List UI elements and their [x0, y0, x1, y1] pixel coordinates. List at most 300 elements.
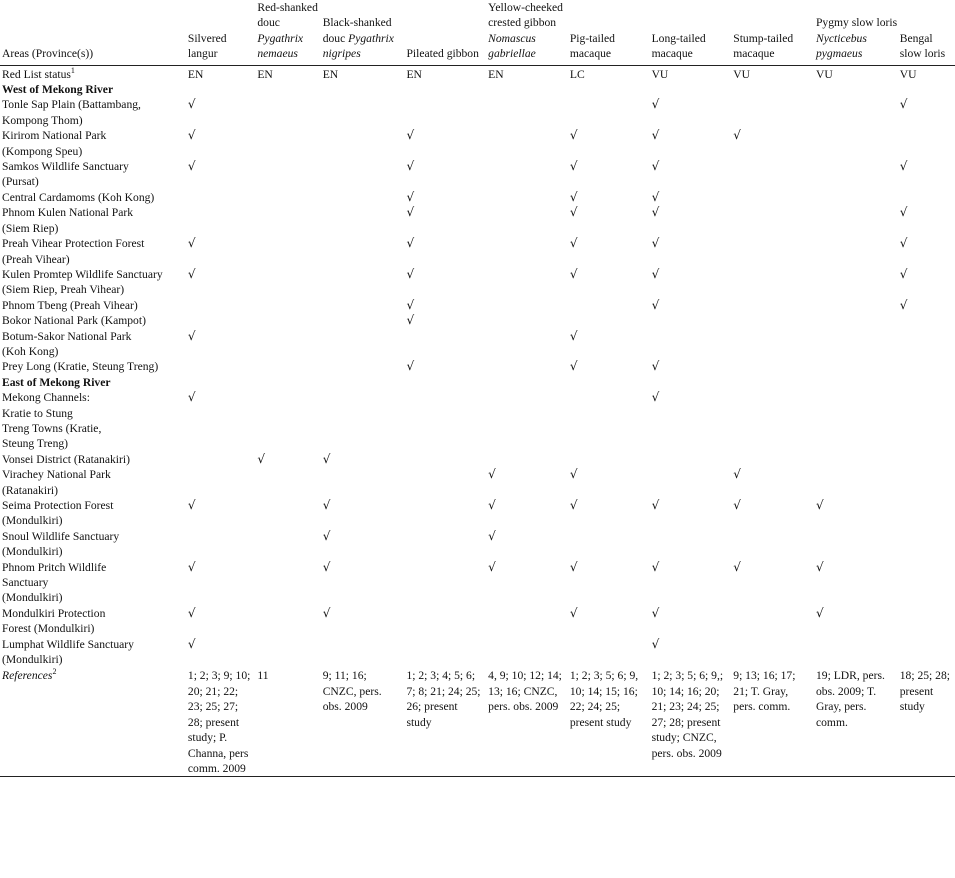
presence-cell: [898, 606, 955, 637]
checkmark-icon: √: [651, 390, 660, 405]
checkmark-icon: √: [651, 205, 660, 220]
table-row: [0, 329, 955, 360]
presence-cell: [814, 267, 898, 298]
area-name: Botum-Sakor National Park (Koh Kong): [2, 329, 132, 358]
presence-cell: [898, 560, 955, 606]
presence-cell: [404, 267, 486, 298]
header-species-0: Silvered langur: [187, 31, 227, 61]
presence-cell: [486, 560, 568, 606]
presence-cell: [814, 97, 898, 128]
red-list-row: [0, 65, 955, 82]
presence-cell: [486, 529, 568, 560]
presence-cell: [321, 267, 405, 298]
area-name: Preah Vihear Protection Forest (Preah Vihear): [2, 237, 145, 266]
presence-cell: [321, 452, 405, 467]
checkmark-icon: √: [187, 328, 196, 343]
presence-cell: [731, 452, 814, 467]
presence-cell: [650, 97, 732, 128]
header-species-7: Stump-tailed macaque: [733, 31, 794, 61]
presence-cell: [731, 637, 814, 668]
presence-cell: [255, 190, 320, 205]
checkmark-icon: √: [488, 498, 496, 512]
presence-cell: [321, 329, 405, 360]
presence-cell: [404, 390, 486, 452]
species-sci-name: Nycticebus pygmaeus: [815, 31, 867, 61]
presence-cell: [321, 298, 405, 313]
presence-cell: [898, 390, 955, 452]
presence-cell: [186, 159, 255, 190]
checkmark-icon: √: [651, 189, 660, 204]
table-row: [0, 313, 955, 328]
presence-cell: [486, 452, 568, 467]
area-name: Mekong Channels: Kratie to Stung Treng Towns (Kratie, Steung Treng): [2, 391, 102, 451]
checkmark-icon: √: [733, 498, 741, 512]
red-list-value: VU: [815, 67, 833, 81]
checkmark-icon: √: [569, 359, 578, 374]
presence-cell: [650, 359, 732, 374]
area-name: Virachey National Park (Ratanakiri): [2, 468, 111, 497]
header-species-4: Yellow-cheeked crested gibbon Nomascus gabriellae: [488, 1, 563, 61]
presence-cell: [255, 329, 320, 360]
red-list-value: LC: [569, 67, 585, 81]
presence-cell: [650, 298, 732, 313]
header-species-6: Long-tailed macaque: [651, 31, 706, 61]
checkmark-icon: √: [733, 467, 741, 482]
presence-cell: [186, 298, 255, 313]
presence-cell: [186, 467, 255, 498]
presence-cell: [255, 128, 320, 159]
table-row: [0, 298, 955, 313]
presence-cell: [731, 467, 814, 498]
presence-cell: [731, 267, 814, 298]
presence-cell: [568, 560, 650, 606]
table-row: [0, 128, 955, 159]
presence-cell: [255, 97, 320, 128]
header-species-2: Black-shanked douc Pygathrix nigripes: [322, 16, 394, 61]
red-list-value: EN: [187, 67, 204, 81]
checkmark-icon: √: [569, 467, 578, 482]
presence-cell: [898, 313, 955, 328]
presence-cell: [186, 128, 255, 159]
checkmark-icon: √: [187, 559, 196, 574]
red-list-value: EN: [488, 67, 504, 81]
presence-cell: [404, 637, 486, 668]
presence-cell: [731, 606, 814, 637]
header-species-5: Pig-tailed macaque: [569, 31, 615, 61]
checkmark-icon: √: [733, 128, 741, 143]
presence-cell: [321, 128, 405, 159]
presence-cell: [731, 205, 814, 236]
presence-cell: [321, 560, 405, 606]
presence-cell: [731, 390, 814, 452]
reference-cell: 1; 2; 3; 4; 5; 6; 7; 8; 21; 24; 25; 26; present study: [406, 669, 481, 729]
presence-cell: [898, 329, 955, 360]
red-list-value: VU: [733, 67, 751, 81]
presence-cell: [404, 236, 486, 267]
presence-cell: [898, 190, 955, 205]
checkmark-icon: √: [569, 605, 578, 620]
table-row: [0, 467, 955, 498]
checkmark-icon: √: [322, 559, 331, 574]
checkmark-icon: √: [899, 266, 908, 281]
red-list-value: EN: [406, 67, 422, 81]
checkmark-icon: √: [733, 559, 741, 574]
table-row: [0, 637, 955, 668]
area-name: Mondulkiri Protection Forest (Mondulkiri): [2, 606, 106, 636]
area-name: Kirirom National Park (Kompong Speu): [2, 129, 107, 158]
section-title: East of Mekong River: [2, 375, 111, 389]
checkmark-icon: √: [569, 498, 578, 512]
presence-cell: [255, 606, 320, 637]
presence-cell: [404, 128, 486, 159]
red-list-value: EN: [322, 67, 339, 81]
table-row: [0, 359, 955, 374]
presence-cell: [404, 205, 486, 236]
table-row: [0, 159, 955, 190]
checkmark-icon: √: [651, 359, 660, 374]
presence-cell: [814, 529, 898, 560]
area-name: Phnom Pritch Wildlife Sanctuary (Mondulkiri): [2, 560, 107, 605]
presence-cell: [568, 467, 650, 498]
table-row: [0, 606, 955, 637]
presence-cell: [814, 390, 898, 452]
presence-cell: [650, 529, 732, 560]
checkmark-icon: √: [406, 189, 415, 204]
presence-cell: [404, 560, 486, 606]
presence-cell: [404, 298, 486, 313]
area-name: Lumphat Wildlife Sanctuary (Mondulkiri): [2, 637, 134, 667]
checkmark-icon: √: [406, 159, 415, 174]
presence-cell: [731, 159, 814, 190]
presence-cell: [486, 359, 568, 374]
checkmark-icon: √: [488, 467, 496, 482]
presence-cell: [486, 267, 568, 298]
checkmark-icon: √: [406, 359, 415, 374]
checkmark-icon: √: [569, 205, 578, 220]
presence-cell: [404, 467, 486, 498]
presence-cell: [898, 128, 955, 159]
presence-cell: [321, 205, 405, 236]
checkmark-icon: √: [187, 128, 196, 143]
checkmark-icon: √: [406, 266, 415, 281]
presence-cell: [404, 498, 486, 529]
checkmark-icon: √: [569, 189, 578, 204]
presence-cell: [731, 128, 814, 159]
section-heading-row: [0, 82, 955, 97]
area-name: Kulen Promtep Wildlife Sanctuary (Siem Riep, Preah Vihear): [2, 267, 163, 297]
reference-cell: 18; 25; 28; present study: [899, 669, 950, 714]
presence-cell: [321, 390, 405, 452]
header-species-3: Pileated gibbon: [406, 47, 479, 61]
checkmark-icon: √: [322, 451, 331, 466]
checkmark-icon: √: [406, 313, 415, 328]
table-row: [0, 236, 955, 267]
presence-cell: [255, 467, 320, 498]
presence-cell: [186, 313, 255, 328]
presence-cell: [255, 390, 320, 452]
presence-cell: [321, 467, 405, 498]
presence-cell: [321, 190, 405, 205]
presence-cell: [568, 529, 650, 560]
presence-cell: [814, 560, 898, 606]
presence-cell: [255, 452, 320, 467]
presence-cell: [898, 452, 955, 467]
presence-cell: [731, 313, 814, 328]
area-name: Phnom Kulen National Park (Siem Riep): [2, 206, 134, 235]
presence-cell: [898, 267, 955, 298]
checkmark-icon: √: [569, 159, 578, 174]
table-row: [0, 205, 955, 236]
presence-cell: [255, 313, 320, 328]
checkmark-icon: √: [651, 97, 660, 112]
presence-cell: [486, 298, 568, 313]
checkmark-icon: √: [815, 605, 824, 620]
presence-cell: [404, 159, 486, 190]
section-title: West of Mekong River: [2, 83, 114, 97]
presence-cell: [568, 390, 650, 452]
checkmark-icon: √: [651, 636, 660, 651]
presence-cell: [650, 159, 732, 190]
presence-cell: [650, 205, 732, 236]
presence-cell: [650, 467, 732, 498]
table-row: [0, 190, 955, 205]
presence-cell: [255, 205, 320, 236]
checkmark-icon: √: [322, 498, 331, 512]
presence-cell: [404, 313, 486, 328]
presence-cell: [568, 159, 650, 190]
reference-cell: 1; 2; 3; 5; 6; 9,; 10; 14; 16; 20; 21; 23; 24; 25; 27; 28; present study; CNZC, pers. obs. 2009: [651, 669, 724, 760]
checkmark-icon: √: [569, 559, 578, 574]
presence-cell: [255, 498, 320, 529]
presence-cell: [321, 529, 405, 560]
checkmark-icon: √: [406, 236, 415, 251]
presence-cell: [186, 329, 255, 360]
species-sci-name: Nomascus gabriellae: [488, 31, 536, 61]
checkmark-icon: √: [651, 128, 660, 143]
presence-cell: [568, 97, 650, 128]
presence-cell: [321, 159, 405, 190]
checkmark-icon: √: [187, 498, 196, 512]
presence-cell: [404, 190, 486, 205]
checkmark-icon: √: [406, 205, 415, 220]
presence-cell: [898, 359, 955, 374]
presence-cell: [321, 498, 405, 529]
reference-cell: 4, 9; 10; 12; 14; 13; 16; CNZC, pers. obs. 2009: [488, 669, 562, 714]
checkmark-icon: √: [257, 451, 265, 466]
presence-cell: [568, 190, 650, 205]
checkmark-icon: √: [406, 297, 415, 312]
presence-cell: [650, 390, 732, 452]
presence-cell: [486, 159, 568, 190]
references-label: References$^2$: [2, 667, 57, 683]
presence-cell: [486, 313, 568, 328]
presence-cell: [898, 637, 955, 668]
presence-cell: [486, 329, 568, 360]
presence-cell: [255, 159, 320, 190]
presence-cell: [255, 359, 320, 374]
presence-cell: [731, 498, 814, 529]
checkmark-icon: √: [187, 159, 196, 174]
table-row: [0, 390, 955, 452]
species-sci-name: Pygathrix nemaeus: [257, 31, 304, 61]
presence-cell: [568, 452, 650, 467]
presence-cell: [186, 97, 255, 128]
area-name: Snoul Wildlife Sanctuary (Mondulkiri): [2, 529, 120, 559]
presence-cell: [568, 128, 650, 159]
presence-cell: [568, 313, 650, 328]
reference-cell: 11: [257, 669, 269, 683]
checkmark-icon: √: [187, 636, 196, 651]
checkmark-icon: √: [899, 297, 908, 312]
presence-cell: [650, 313, 732, 328]
table-row: [0, 498, 955, 529]
presence-cell: [731, 97, 814, 128]
area-name: Samkos Wildlife Sanctuary (Pursat): [2, 160, 129, 189]
table-row: [0, 267, 955, 298]
presence-cell: [255, 637, 320, 668]
presence-cell: [898, 205, 955, 236]
reference-cell: 9; 11; 16; CNZC, pers. obs. 2009: [322, 669, 382, 714]
presence-cell: [486, 498, 568, 529]
presence-cell: [898, 236, 955, 267]
presence-cell: [186, 390, 255, 452]
presence-cell: [568, 267, 650, 298]
checkmark-icon: √: [187, 605, 196, 620]
checkmark-icon: √: [488, 559, 496, 574]
presence-cell: [186, 267, 255, 298]
presence-cell: [814, 298, 898, 313]
presence-cell: [186, 205, 255, 236]
checkmark-icon: √: [651, 559, 660, 574]
presence-cell: [814, 190, 898, 205]
table-row: [0, 560, 955, 606]
checkmark-icon: √: [651, 498, 660, 512]
checkmark-icon: √: [187, 390, 196, 405]
header-areas: Areas (Province(s)): [2, 47, 94, 61]
checkmark-icon: √: [569, 236, 578, 251]
reference-cell: 19; LDR, pers. obs. 2009; T. Gray, pers. comm.: [815, 669, 885, 729]
presence-cell: [898, 529, 955, 560]
checkmark-icon: √: [651, 236, 660, 251]
presence-cell: [486, 606, 568, 637]
checkmark-icon: √: [899, 205, 908, 220]
presence-cell: [650, 267, 732, 298]
presence-cell: [486, 637, 568, 668]
presence-cell: [568, 205, 650, 236]
species-sci-name: Pygathrix nigripes: [322, 31, 394, 61]
presence-cell: [814, 205, 898, 236]
presence-cell: [650, 452, 732, 467]
presence-cell: [486, 190, 568, 205]
checkmark-icon: √: [815, 559, 824, 574]
checkmark-icon: √: [899, 236, 908, 251]
presence-cell: [255, 267, 320, 298]
presence-cell: [898, 298, 955, 313]
checkmark-icon: √: [569, 328, 578, 343]
presence-cell: [568, 637, 650, 668]
presence-cell: [568, 236, 650, 267]
presence-cell: [321, 637, 405, 668]
presence-cell: [898, 467, 955, 498]
checkmark-icon: √: [406, 128, 415, 143]
checkmark-icon: √: [187, 236, 196, 251]
presence-cell: [814, 606, 898, 637]
presence-cell: [486, 390, 568, 452]
checkmark-icon: √: [651, 605, 660, 620]
presence-cell: [486, 467, 568, 498]
presence-cell: [650, 329, 732, 360]
presence-cell: [731, 236, 814, 267]
presence-cell: [186, 190, 255, 205]
checkmark-icon: √: [322, 605, 331, 620]
presence-cell: [486, 236, 568, 267]
presence-cell: [186, 637, 255, 668]
checkmark-icon: √: [187, 97, 196, 112]
presence-cell: [814, 467, 898, 498]
presence-cell: [404, 606, 486, 637]
presence-cell: [650, 236, 732, 267]
references-row: [0, 667, 955, 776]
presence-cell: [650, 128, 732, 159]
presence-cell: [650, 560, 732, 606]
presence-cell: [814, 359, 898, 374]
presence-cell: [404, 329, 486, 360]
presence-cell: [255, 298, 320, 313]
presence-cell: [404, 359, 486, 374]
presence-cell: [731, 359, 814, 374]
presence-cell: [731, 560, 814, 606]
presence-cell: [650, 606, 732, 637]
area-name: Tonle Sap Plain (Battambang, Kompong Thom): [2, 98, 141, 127]
checkmark-icon: √: [569, 266, 578, 281]
presence-cell: [321, 313, 405, 328]
presence-cell: [568, 329, 650, 360]
presence-cell: [321, 97, 405, 128]
presence-cell: [486, 97, 568, 128]
presence-cell: [650, 637, 732, 668]
area-name: Seima Protection Forest (Mondulkiri): [2, 499, 114, 528]
presence-cell: [255, 560, 320, 606]
presence-cell: [731, 329, 814, 360]
presence-cell: [898, 159, 955, 190]
presence-cell: [255, 529, 320, 560]
checkmark-icon: √: [187, 266, 196, 281]
area-name: Prey Long (Kratie, Steung Treng): [2, 360, 159, 374]
checkmark-icon: √: [815, 498, 824, 512]
red-list-value: VU: [899, 67, 917, 81]
presence-cell: [255, 236, 320, 267]
presence-cell: [731, 298, 814, 313]
header-row: [0, 0, 955, 65]
red-list-value: EN: [257, 67, 273, 81]
header-species-9: Bengal slow loris: [899, 31, 946, 61]
presence-cell: [650, 498, 732, 529]
red-list-label: Red List status$^1$: [2, 65, 75, 81]
presence-cell: [814, 236, 898, 267]
presence-cell: [404, 97, 486, 128]
presence-cell: [186, 606, 255, 637]
area-name: Vonsei District (Ratanakiri): [2, 452, 130, 466]
checkmark-icon: √: [899, 159, 908, 174]
checkmark-icon: √: [322, 528, 331, 543]
presence-cell: [814, 498, 898, 529]
presence-cell: [814, 313, 898, 328]
checkmark-icon: √: [651, 266, 660, 281]
presence-cell: [186, 236, 255, 267]
presence-cell: [186, 560, 255, 606]
presence-cell: [404, 529, 486, 560]
presence-cell: [568, 359, 650, 374]
